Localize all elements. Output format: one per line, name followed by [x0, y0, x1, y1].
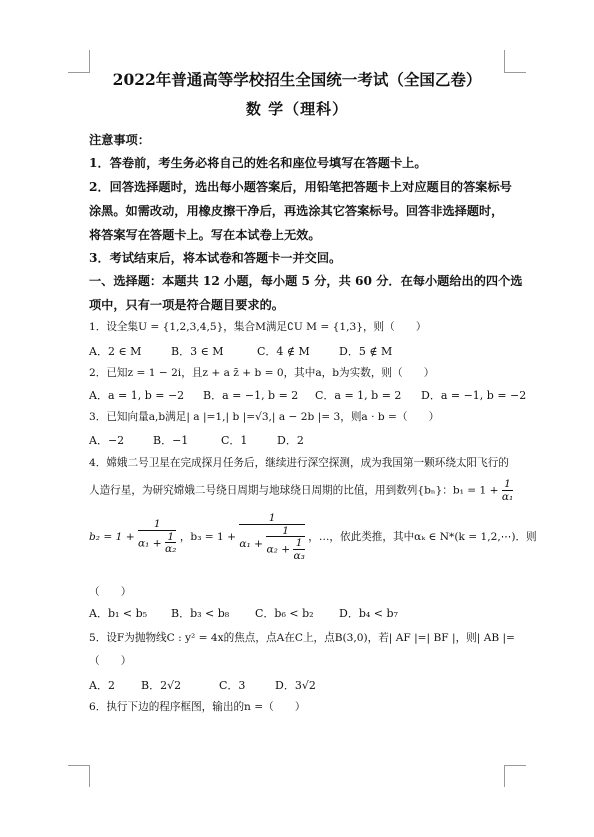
- question-3-option-b: B．−1: [153, 434, 189, 447]
- b2-lhs: b₂ = 1 +: [89, 531, 135, 544]
- question-3-options: [89, 432, 509, 448]
- question-5-option-b: B．2√2: [141, 679, 182, 692]
- question-6-stem: 6．执行下边的程序框图，输出的n =（ ）: [89, 701, 306, 713]
- question-2-option-a: A．a = 1, b = −2: [89, 389, 185, 402]
- b2-den-a1: α₁ +: [138, 537, 162, 550]
- notice-heading: 注意事项：: [89, 133, 150, 147]
- question-4-line-2-text: 人造行星，为研究嫦娥二号绕日周期与地球绕日周期的比值，用到数列{bₙ}：b₁ = 1 +: [89, 484, 499, 497]
- question-5-option-a: A．2: [89, 679, 115, 692]
- question-1-option-d: D．5 ∉ M: [339, 345, 393, 358]
- crop-mark-bottom-right-h: [504, 765, 526, 766]
- notice-item-2-line-1: 2．回答选择题时，选出每小题答案后，用铅笔把答题卡上对应题目的答案标号: [89, 180, 512, 194]
- question-2-stem: 2．已知z = 1 − 2i，且z + a z̄ + b = 0，其中a，b为实数，则（ ）: [89, 367, 435, 379]
- exam-subtitle: 数 学（理科）: [245, 100, 349, 118]
- question-4-option-c: C．b₆ < b₂: [255, 607, 314, 620]
- b3-mid-numerator: 1: [266, 526, 304, 538]
- b2-fraction: [138, 519, 176, 555]
- question-2-option-d: D．a = −1, b = −2: [421, 389, 527, 402]
- b3-fraction: [239, 513, 304, 561]
- question-4-option-b: B．b₃ < b₈: [171, 607, 230, 620]
- exam-title: 2022年普通高等学校招生全国统一考试（全国乙卷）: [112, 70, 482, 89]
- b1-denominator: α₁: [501, 490, 514, 503]
- question-4-recurrence: [89, 513, 537, 561]
- question-5-option-c: C．3: [219, 679, 246, 692]
- question-3-stem: 3．已知向量a,b满足| a |=1,| b |=√3,| a − 2b |= 3，则a · b =（ ）: [89, 411, 440, 423]
- b3-inner-numerator: 1: [293, 538, 304, 550]
- question-1-option-c: C．4 ∉ M: [257, 345, 310, 358]
- question-5-answer-paren: （ ）: [89, 655, 132, 667]
- crop-mark-bottom-right-v: [504, 765, 505, 787]
- question-2-option-c: C．a = 1, b = 2: [315, 389, 402, 402]
- b2-inner-denominator: α₂: [165, 543, 177, 556]
- notice-item-3: 3．考试结束后，将本试卷和答题卡一并交回。: [89, 251, 342, 265]
- b3-numerator: 1: [239, 513, 304, 525]
- b2-denominator: [138, 531, 176, 555]
- question-1-option-b: B．3 ∈ M: [171, 345, 224, 358]
- question-4-tail: ，…，依此类推，其中αₖ ∈ N*(k = 1,2,⋯)．则: [308, 531, 537, 544]
- question-4-line-2: [89, 479, 513, 502]
- crop-mark-bottom-left-v: [89, 765, 90, 787]
- section-heading-line-1: 一、选择题：本题共 12 小题，每小题 5 分，共 60 分．在每小题给出的四个选: [89, 274, 523, 288]
- question-5-options: [89, 677, 509, 693]
- question-3-option-a: A．−2: [89, 434, 125, 447]
- question-1-options: [89, 343, 509, 359]
- b2-numerator: 1: [138, 519, 176, 531]
- b3-denominator: [239, 525, 304, 562]
- b3-lhs: ，b₃ = 1 +: [179, 531, 237, 544]
- b2-inner-numerator: 1: [165, 532, 176, 544]
- notice-item-1: 1．答卷前，考生务必将自己的姓名和座位号填写在答题卡上。: [89, 156, 427, 170]
- crop-mark-bottom-left-h: [68, 765, 90, 766]
- b3-den-a1: α₁ +: [239, 537, 264, 550]
- b3-inner-fraction: [293, 538, 304, 561]
- question-4-option-d: D．b₄ < b₇: [339, 607, 398, 620]
- question-4-b1-fraction: [502, 479, 513, 502]
- b3-den-a2: α₂ +: [266, 543, 291, 556]
- b3-mid-fraction: [266, 526, 304, 562]
- b2-inner-fraction: [165, 532, 176, 555]
- question-1-option-a: A．2 ∈ M: [89, 345, 142, 358]
- question-2-option-b: B．a = −1, b = 2: [203, 389, 299, 402]
- question-4-option-a: A．b₁ < b₅: [89, 607, 148, 620]
- question-3-option-d: D．2: [277, 434, 304, 447]
- question-5-option-d: D．3√2: [275, 679, 316, 692]
- question-4-answer-paren: （ ）: [89, 586, 132, 598]
- question-4-options: [89, 605, 509, 621]
- notice-item-2-line-3: 将答案写在答题卡上。写在本试卷上无效。: [89, 228, 321, 242]
- notice-item-2-line-2: 涂黑。如需改动，用橡皮擦干净后，再选涂其它答案标号。回答非选择题时，: [89, 204, 504, 218]
- b3-inner-denominator: α₃: [293, 549, 305, 562]
- question-2-options: [89, 387, 527, 403]
- section-heading-line-2: 项中，只有一项是符合题目要求的。: [89, 298, 284, 312]
- b3-mid-denominator: [266, 537, 304, 561]
- question-1-stem: 1．设全集U = {1,2,3,4,5}，集合M满足∁U M = {1,3}，则（ ）: [89, 321, 427, 333]
- question-5-stem: 5．设F为抛物线C : y² = 4x的焦点，点A在C上，点B(3,0)，若| AF |=| BF |，则| AB |=: [89, 632, 515, 644]
- b1-numerator: 1: [502, 479, 513, 491]
- question-3-option-c: C．1: [221, 434, 248, 447]
- question-4-line-1: 4．嫦娥二号卫星在完成探月任务后，继续进行深空探测，成为我国第一颗环绕太阳飞行的: [89, 457, 509, 469]
